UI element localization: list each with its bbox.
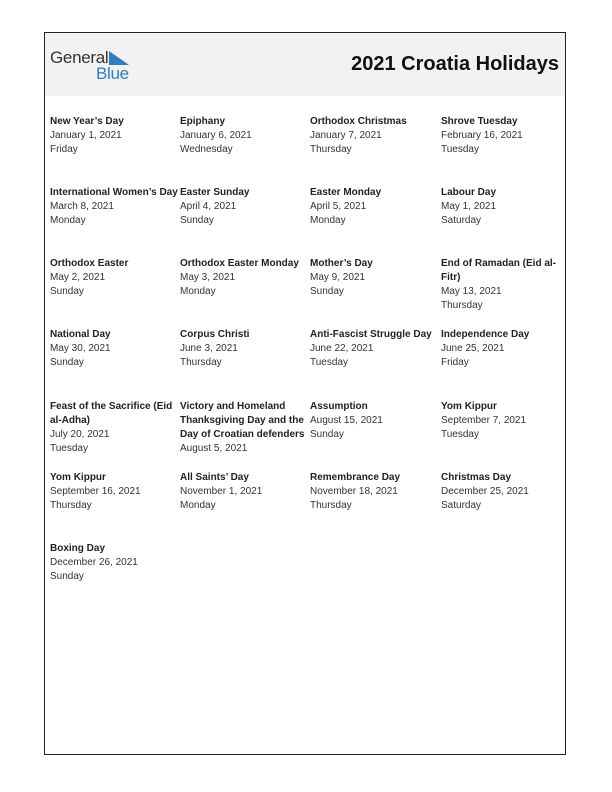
holiday-name: Corpus Christi <box>180 329 250 340</box>
holiday-entry <box>50 400 180 471</box>
holiday-date: November 18, 2021 <box>310 486 398 497</box>
holiday-date: May 13, 2021 <box>441 286 502 297</box>
holiday-name: Anti-Fascist Struggle Day <box>310 329 432 340</box>
holiday-day: Thursday <box>180 357 222 368</box>
holiday-entry <box>180 257 310 328</box>
logo-blue-text: Blue <box>96 64 129 83</box>
holiday-name: Christmas Day <box>441 472 512 483</box>
holiday-name: All Saints’ Day <box>180 472 249 483</box>
holiday-date: May 2, 2021 <box>50 272 106 283</box>
holiday-day: Sunday <box>180 215 214 226</box>
holiday-date: April 4, 2021 <box>180 201 237 212</box>
holiday-day: Tuesday <box>441 429 479 440</box>
holiday-date: November 1, 2021 <box>180 486 263 497</box>
holiday-day: Monday <box>50 215 86 226</box>
holiday-name: Independence Day <box>441 329 530 340</box>
holiday-name: International Women’s Day <box>50 187 178 198</box>
holiday-day: Thursday <box>441 300 483 311</box>
holiday-date: July 20, 2021 <box>50 429 110 440</box>
holiday-date: January 6, 2021 <box>180 130 252 141</box>
holiday-name: Easter Sunday <box>180 187 250 198</box>
holiday-name: National Day <box>50 329 111 340</box>
holiday-day: Sunday <box>310 429 344 440</box>
holiday-grid <box>50 115 565 613</box>
holiday-date: September 7, 2021 <box>441 415 527 426</box>
holiday-entry <box>180 400 310 471</box>
holiday-date: June 22, 2021 <box>310 343 374 354</box>
holiday-date: September 16, 2021 <box>50 486 141 497</box>
holiday-name: Assumption <box>310 401 368 412</box>
holiday-date: August 15, 2021 <box>310 415 383 426</box>
holiday-date: December 25, 2021 <box>441 486 529 497</box>
holiday-entry <box>50 542 180 613</box>
holiday-name: Shrove Tuesday <box>441 116 518 127</box>
page-title: 2021 Croatia Holidays <box>351 53 559 75</box>
holiday-date: August 5, 2021 <box>180 443 248 454</box>
holiday-entry <box>441 115 565 186</box>
holiday-entry <box>441 186 565 257</box>
header-band <box>45 33 565 96</box>
holiday-name: Orthodox Christmas <box>310 116 407 127</box>
logo-triangle-icon <box>109 51 129 65</box>
holiday-day: Thursday <box>310 500 352 511</box>
holiday-entry <box>310 115 441 186</box>
logo-general-text: General <box>50 48 109 67</box>
holiday-entry <box>50 257 180 328</box>
holiday-day: Monday <box>180 286 216 297</box>
holiday-entry <box>310 257 441 328</box>
holiday-day: Friday <box>50 144 78 155</box>
holiday-day: Monday <box>180 500 216 511</box>
holiday-name: Easter Monday <box>310 187 382 198</box>
holiday-day: Tuesday <box>310 357 348 368</box>
holiday-date: May 1, 2021 <box>441 201 497 212</box>
holiday-name: Victory and Homeland Thanksgiving Day and the Day of Croatian defenders <box>180 401 305 440</box>
holiday-day: Monday <box>310 215 346 226</box>
holiday-date: April 5, 2021 <box>310 201 367 212</box>
holiday-name: Orthodox Easter <box>50 258 129 269</box>
holiday-name: Orthodox Easter Monday <box>180 258 299 269</box>
holiday-entry <box>441 400 565 471</box>
holiday-entry <box>50 115 180 186</box>
holiday-day: Sunday <box>50 286 84 297</box>
holiday-entry <box>180 115 310 186</box>
holiday-day: Sunday <box>310 286 344 297</box>
holiday-name: Mother’s Day <box>310 258 373 269</box>
holiday-date: January 1, 2021 <box>50 130 122 141</box>
holiday-day: Thursday <box>310 144 352 155</box>
holiday-entry <box>310 400 441 471</box>
holiday-date: May 3, 2021 <box>180 272 236 283</box>
holiday-day: Wednesday <box>180 144 233 155</box>
holiday-entry <box>441 471 565 542</box>
holiday-day: Sunday <box>50 571 84 582</box>
holiday-entry <box>310 471 441 542</box>
holiday-day: Sunday <box>50 357 84 368</box>
holiday-day: Thursday <box>50 500 92 511</box>
holiday-name: Boxing Day <box>50 543 106 554</box>
holiday-name: End of Ramadan (Eid al-Fitr) <box>441 258 557 283</box>
holiday-name: Remembrance Day <box>310 472 401 483</box>
holiday-day: Saturday <box>441 215 482 226</box>
page-frame <box>44 32 566 755</box>
holiday-date: December 26, 2021 <box>50 557 138 568</box>
holiday-entry <box>310 186 441 257</box>
holiday-entry <box>180 328 310 400</box>
holiday-date: June 25, 2021 <box>441 343 505 354</box>
holiday-entry <box>310 328 441 400</box>
holiday-entry <box>50 328 180 400</box>
holiday-day: Tuesday <box>50 443 88 454</box>
holiday-entry <box>441 328 565 400</box>
holiday-date: March 8, 2021 <box>50 201 114 212</box>
generalblue-logo <box>50 48 140 82</box>
holiday-day: Tuesday <box>441 144 479 155</box>
holiday-entry <box>50 186 180 257</box>
holiday-name: Labour Day <box>441 187 497 198</box>
holiday-day: Friday <box>441 357 469 368</box>
holiday-date: January 7, 2021 <box>310 130 382 141</box>
holiday-date: June 3, 2021 <box>180 343 238 354</box>
holiday-date: February 16, 2021 <box>441 130 523 141</box>
holiday-entry <box>441 257 565 328</box>
holiday-name: Yom Kippur <box>50 472 106 483</box>
holiday-date: May 30, 2021 <box>50 343 111 354</box>
holiday-entry <box>50 471 180 542</box>
holiday-date: May 9, 2021 <box>310 272 366 283</box>
holiday-name: Yom Kippur <box>441 401 497 412</box>
holiday-day: Saturday <box>441 500 482 511</box>
holiday-entry <box>180 471 310 542</box>
holiday-entry <box>180 186 310 257</box>
holiday-name: New Year’s Day <box>50 116 124 127</box>
holiday-name: Epiphany <box>180 116 226 127</box>
holiday-name: Feast of the Sacrifice (Eid al-Adha) <box>50 401 173 426</box>
